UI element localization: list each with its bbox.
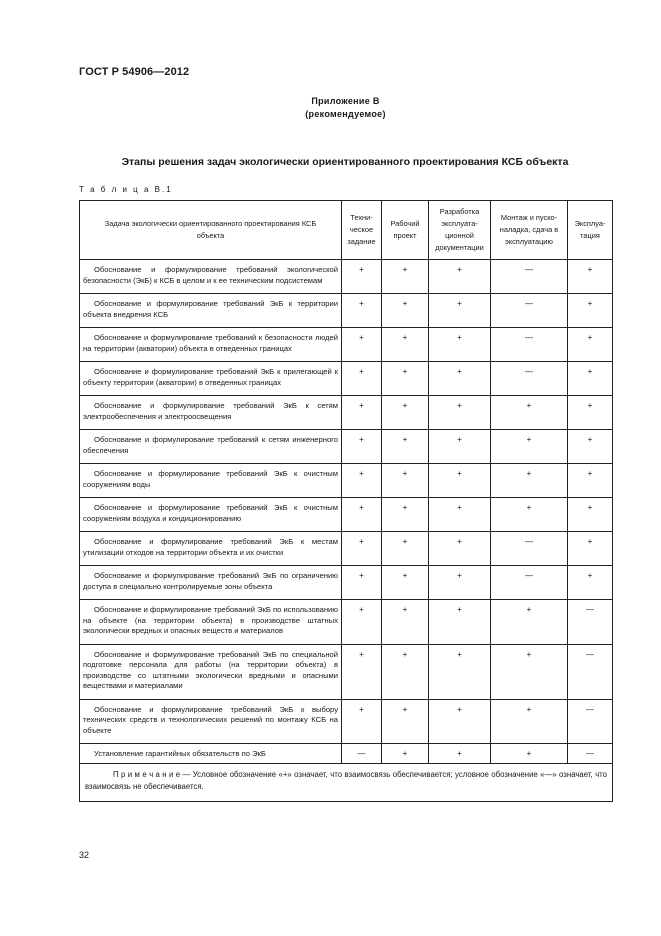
mark-cell: + <box>382 396 429 430</box>
table-header-row <box>80 201 613 260</box>
task-cell: Обоснование и формулирование требований ЭкБ к местам утилизации отходов на территории объекта и их очистки <box>80 532 342 566</box>
column-header-task: Задача экологически ориентированного проектирования КСБ объекта <box>80 201 342 260</box>
mark-cell: + <box>568 566 613 600</box>
mark-cell: + <box>429 498 491 532</box>
document-header: ГОСТ Р 54906—2012 <box>79 66 190 78</box>
task-cell: Обоснование и формулирование требований ЭкБ по ограничению доступа в специально контролируемые зоны объекта <box>80 566 342 600</box>
mark-cell: + <box>342 396 382 430</box>
stages-table <box>79 200 613 802</box>
mark-cell: + <box>429 260 491 294</box>
mark-cell: + <box>491 430 568 464</box>
table-row <box>80 362 613 396</box>
mark-cell: + <box>491 644 568 699</box>
mark-cell: + <box>382 362 429 396</box>
mark-cell: + <box>429 699 491 744</box>
mark-cell: + <box>382 532 429 566</box>
mark-cell: — <box>568 644 613 699</box>
mark-cell: — <box>491 260 568 294</box>
task-cell: Обоснование и формулирование требований ЭкБ к сетям электрообеспечения и электроосвещения <box>80 396 342 430</box>
mark-cell: + <box>342 362 382 396</box>
mark-cell: + <box>342 260 382 294</box>
task-cell: Обоснование и формулирование требований к безопасности людей на территории (акватории) объекта в отведенных границах <box>80 328 342 362</box>
mark-cell: + <box>342 699 382 744</box>
mark-cell: + <box>568 532 613 566</box>
mark-cell: + <box>568 294 613 328</box>
mark-cell: + <box>382 699 429 744</box>
table-row <box>80 260 613 294</box>
mark-cell: + <box>382 498 429 532</box>
mark-cell: + <box>382 464 429 498</box>
table-row <box>80 644 613 699</box>
mark-cell: — <box>568 600 613 645</box>
mark-cell: + <box>429 644 491 699</box>
mark-cell: + <box>342 644 382 699</box>
mark-cell: + <box>382 644 429 699</box>
task-cell: Обоснование и формулирование требований к сетям инженерного обеспечения <box>80 430 342 464</box>
task-cell: Обоснование и формулирование требований ЭкБ к территории объекта внедрения КСБ <box>80 294 342 328</box>
mark-cell: + <box>382 566 429 600</box>
mark-cell: + <box>568 328 613 362</box>
table-row <box>80 328 613 362</box>
mark-cell: + <box>382 744 429 764</box>
appendix-heading <box>0 95 661 121</box>
appendix-subtitle: (рекомендуемое) <box>305 109 386 119</box>
mark-cell: + <box>491 464 568 498</box>
mark-cell: + <box>342 532 382 566</box>
mark-cell: + <box>429 464 491 498</box>
task-cell: Обоснование и формулирование требований ЭкБ к очистным сооружениям воздуха и кондиционированию <box>80 498 342 532</box>
task-cell: Обоснование и формулирование требований ЭкБ по использованию на объекте (на территории объекта) в производстве штатных экологически вредных и опасных веществ и материалов <box>80 600 342 645</box>
mark-cell: — <box>568 699 613 744</box>
task-cell: Обоснование и формулирование требований ЭкБ к прилегающей к объекту территории (акватории) в отведенных границах <box>80 362 342 396</box>
mark-cell: + <box>491 600 568 645</box>
table-row <box>80 430 613 464</box>
mark-cell: + <box>382 600 429 645</box>
mark-cell: + <box>382 294 429 328</box>
mark-cell: + <box>429 294 491 328</box>
table-row <box>80 294 613 328</box>
mark-cell: + <box>429 328 491 362</box>
mark-cell: — <box>491 328 568 362</box>
mark-cell: + <box>342 294 382 328</box>
mark-cell: — <box>342 744 382 764</box>
column-header-commissioning: Монтаж и пуско-наладка, сдача в эксплуатацию <box>491 201 568 260</box>
mark-cell: + <box>568 362 613 396</box>
task-cell: Обоснование и формулирование требований экологической безопасности (ЭкБ) к КСБ в целом и к ее техническим подсистемам <box>80 260 342 294</box>
table-caption: Т а б л и ц а В.1 <box>79 185 173 194</box>
task-cell: Обоснование и формулирование требований ЭкБ по специальной подготовке персонала для работы (на территории объекта) в производстве со штатными экологически вредными и опасными веществами и материалами <box>80 644 342 699</box>
mark-cell: + <box>429 362 491 396</box>
table-note: П р и м е ч а н и е — Условное обозначение «+» означает, что взаимосвязь обеспечивается; условное обозначение «—» означает, что взаимосвязь не обеспечивается. <box>80 763 613 801</box>
mark-cell: + <box>429 566 491 600</box>
mark-cell: + <box>491 498 568 532</box>
mark-cell: + <box>429 744 491 764</box>
table-row <box>80 464 613 498</box>
mark-cell: + <box>342 464 382 498</box>
table-note-row <box>80 763 613 801</box>
mark-cell: + <box>429 396 491 430</box>
mark-cell: + <box>568 430 613 464</box>
column-header-tech-spec: Техни-ческое задание <box>342 201 382 260</box>
mark-cell: + <box>491 699 568 744</box>
mark-cell: + <box>342 328 382 362</box>
table-row <box>80 744 613 764</box>
mark-cell: + <box>382 430 429 464</box>
mark-cell: + <box>429 430 491 464</box>
table-row <box>80 396 613 430</box>
mark-cell: + <box>568 498 613 532</box>
table-row <box>80 532 613 566</box>
table-body <box>80 260 613 802</box>
table-row <box>80 498 613 532</box>
column-header-operation: Эксплуа-тация <box>568 201 613 260</box>
table-row <box>80 699 613 744</box>
page-number: 32 <box>79 850 90 860</box>
table-row <box>80 600 613 645</box>
mark-cell: + <box>342 430 382 464</box>
mark-cell: + <box>342 498 382 532</box>
mark-cell: + <box>342 600 382 645</box>
mark-cell: + <box>429 532 491 566</box>
mark-cell: + <box>382 260 429 294</box>
mark-cell: + <box>568 464 613 498</box>
mark-cell: — <box>491 532 568 566</box>
mark-cell: + <box>568 260 613 294</box>
mark-cell: + <box>491 744 568 764</box>
mark-cell: + <box>429 600 491 645</box>
task-cell: Установление гарантийных обязательств по ЭкБ <box>80 744 342 764</box>
appendix-title: Приложение В <box>311 96 380 106</box>
section-title: Этапы решения задач экологически ориентированного проектирования КСБ объекта <box>121 156 569 168</box>
task-cell: Обоснование и формулирование требований ЭкБ к выбору технических средств и технологических решений по монтажу КСБ на объекте <box>80 699 342 744</box>
mark-cell: — <box>491 566 568 600</box>
column-header-documentation: Разработка эксплуата-ционной документации <box>429 201 491 260</box>
column-header-work-project: Рабочий проект <box>382 201 429 260</box>
mark-cell: — <box>568 744 613 764</box>
mark-cell: + <box>342 566 382 600</box>
mark-cell: — <box>491 362 568 396</box>
mark-cell: — <box>491 294 568 328</box>
stages-table-container <box>79 200 612 802</box>
table-row <box>80 566 613 600</box>
mark-cell: + <box>491 396 568 430</box>
mark-cell: + <box>568 396 613 430</box>
mark-cell: + <box>382 328 429 362</box>
task-cell: Обоснование и формулирование требований ЭкБ к очистным сооружениям воды <box>80 464 342 498</box>
